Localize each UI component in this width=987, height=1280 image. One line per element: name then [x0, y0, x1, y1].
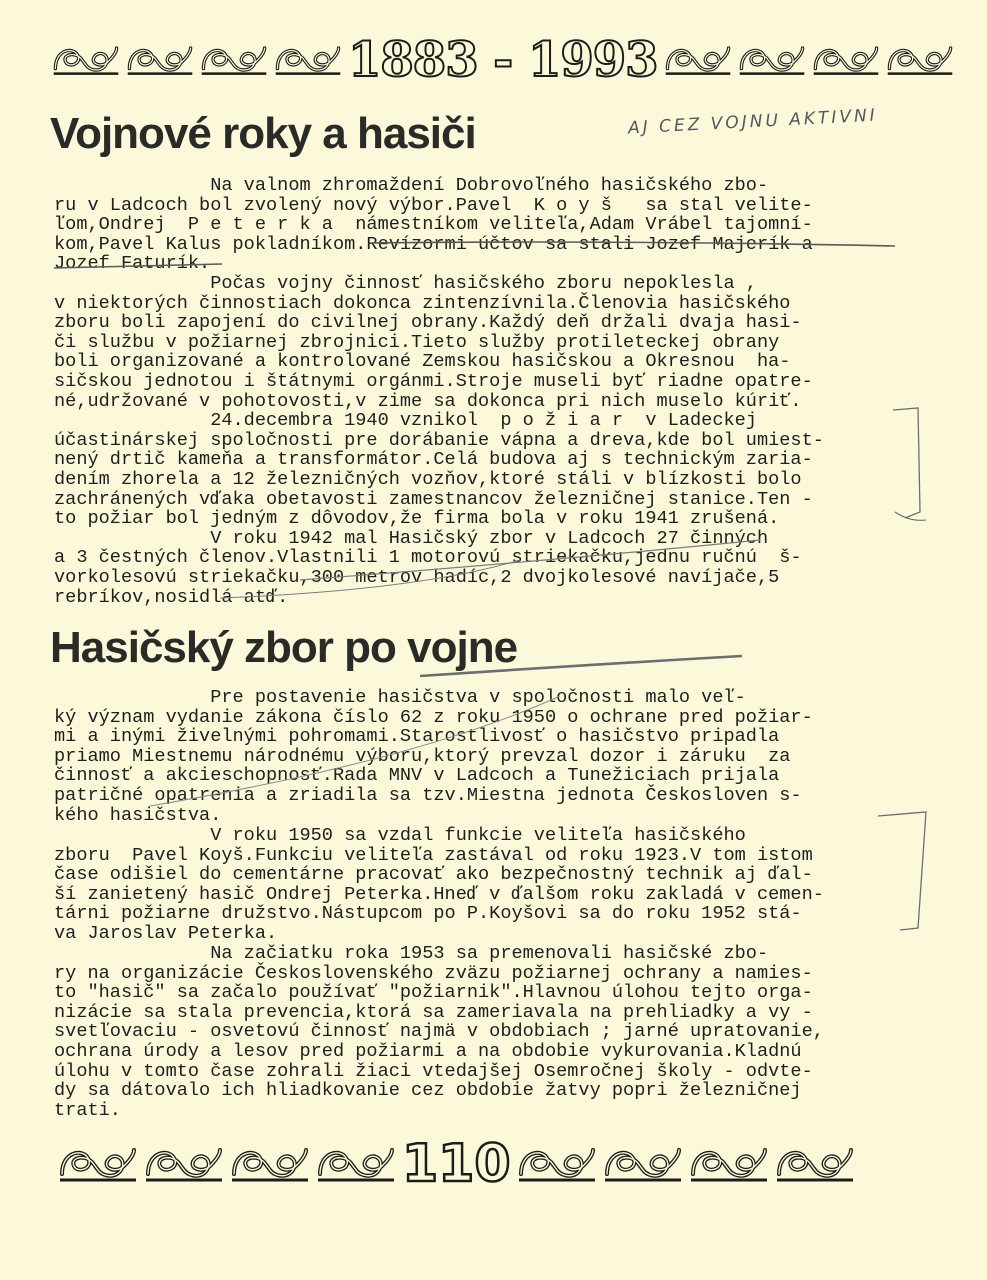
ornament-scroll-icon	[517, 1140, 597, 1188]
paragraph-postwar-law: Pre postavenie hasičstva v spoločnosti malo veľ- ký význam vydanie zákona číslo 62 z roku 1950 o ochrane pred požiar- mi a inými živelnými pohromami.Starostlivosť o hasičstvo pripadla priamo Miestnemu národnému výboru,ktorý prevzal dozor i záruku za činnosť a akcieschopnosť.Rada MNV v Ladcoch a Tunežiciach prijala patričné opatrenia a zriadila sa tzv.Miestna jednota Českosloven s- kého hasičstva.	[54, 687, 813, 826]
ornament-scroll-icon	[775, 1140, 855, 1188]
ornament-scroll-icon	[603, 1140, 683, 1188]
header-banner	[52, 32, 954, 88]
ornament-scroll-icon	[200, 38, 268, 82]
ornament-scroll-icon	[664, 38, 732, 82]
ornament-scroll-icon	[58, 1140, 138, 1188]
ornament-scroll-icon	[126, 38, 194, 82]
ornament-scroll-icon	[230, 1140, 310, 1188]
ornament-scroll-icon	[886, 38, 954, 82]
ornament-scroll-icon	[812, 38, 880, 82]
ornament-scroll-icon	[52, 38, 120, 82]
ornament-scroll-icon	[689, 1140, 769, 1188]
year-range: 1883 - 1993	[348, 32, 658, 88]
page-number: 110	[402, 1134, 511, 1194]
paragraph-renaming-1953: Na začiatku roka 1953 sa premenovali hasičské zbo- ry na organizácie Československého zväzu požiarnej ochrany a namies- to "hasič" sa začalo používať "požiarnik".Hlavnou úlohou tejto orga- nizácie sa stala prevencia,ktorá sa zameriavala na prehliadky a vy - svetľovaciu - osvetovú činnosť najmä v obdobiach ; jarné upratovanie, ochrana úrody a lesov pred požiarmi a na obdobie vykurovania.Kladnú úlohu v tomto čase zohrali žiaci vtedajšej Osemročnej školy - odvte- dy sa dátovalo ich hliadkovanie cez obdobie žatvy popri železničnej trati.	[54, 943, 824, 1121]
footer-banner	[58, 1134, 855, 1194]
ornament-scroll-icon	[738, 38, 806, 82]
section-title-war-years: Vojnové roky a hasiči	[50, 109, 476, 158]
paragraph-committee: Na valnom zhromaždení Dobrovoľného hasičského zbo- ru v Ladcoch bol zvolený nový výbor.Pavel K o y š sa stal velite- ľom,Ondrej P e t e r k a námestníkom veliteľa,Adam Vrábel tajomní- kom,Pavel Kalus pokladníkom.Revízormi účtov sa stali Jozef Majerík a Jozef Faturík.	[54, 175, 813, 275]
section-title-after-war: Hasičský zbor po vojne	[50, 623, 518, 672]
ornament-scroll-icon	[274, 38, 342, 82]
handwritten-note: AJ CEZ VOJNU AKTIVNI	[627, 105, 879, 139]
paragraph-war-activity: Počas vojny činnosť hasičského zboru nepoklesla , v niektorých činnostiach dokonca zintenzívnila.Členovia hasičského zboru boli zapojení do civilnej obrany.Každý deň držali dvaja hasi- či službu v požiarnej zbrojnici.Tieto služby protileteckej obrany boli organizované a kontrolované Zemskou hasičskou a Okresnou ha- sičskou jednotou i štátnymi orgánmi.Stroje museli byť riadne opatre- né,udržované v pohotovosti,v zime sa dokonca pri nich muselo kúriť. 24.decembra 1940 vznikol p o ž i a r v Ladeckej účastinárskej spoločnosti pre dorábanie vápna a dreva,kde bol umiest- nený drtič kameňa a transformátor.Celá budova aj s technickým zaria- dením zhorela a 12 železničných vozňov,ktoré stáli v blízkosti bolo zachránených vďaka obetavosti zamestnancov železničnej stanice.Ten - to požiar bol jedným z dôvodov,že firma bola v roku 1941 zrušená. V roku 1942 mal Hasičský zbor v Ladcoch 27 činných a 3 čestných členov.Vlastnili 1 motorovú striekačku,jednu ručnú š- vorkolesovú striekačku,300 metrov hadíc,2 dvojkolesové navíjače,5 rebríkov,nosidlá atď.	[54, 273, 824, 608]
paragraph-commander-change: V roku 1950 sa vzdal funkcie veliteľa hasičského zboru Pavel Koyš.Funkciu veliteľa zastával od roku 1923.V tom istom čase odišiel do cementárne pracovať ako bezpečnostný technik aj ďal- ší zanietený hasič Ondrej Peterka.Hneď v ďalšom roku zakladá v cemen- tárni požiarne družstvo.Nástupcom po P.Koyšovi sa do roku 1952 stá- va Jaroslav Peterka.	[54, 825, 824, 944]
ornament-scroll-icon	[144, 1140, 224, 1188]
ornament-scroll-icon	[316, 1140, 396, 1188]
